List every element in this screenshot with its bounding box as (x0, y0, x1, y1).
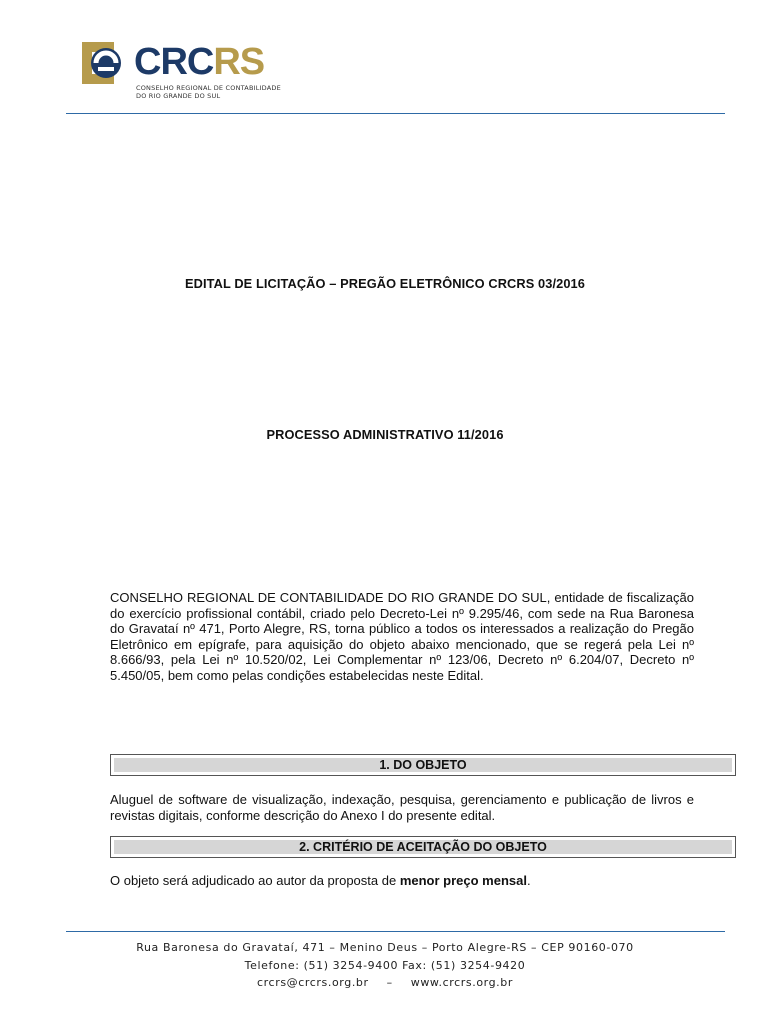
criterio-text-end: . (526, 873, 531, 888)
logo-subtitle-line-2: DO RIO GRANDE DO SUL (136, 92, 221, 100)
document-title: EDITAL DE LICITAÇÃO – PREGÃO ELETRÔNICO CRCRS 03/2016 (185, 276, 585, 291)
header-rule (66, 113, 725, 114)
section-heading-label: 2. CRITÉRIO DE ACEITAÇÃO DO OBJETO (299, 840, 547, 854)
footer-phones: Telefone: (51) 3254-9400 Fax: (51) 3254-9420 (244, 959, 526, 972)
criterio-text-bold: menor preço mensal (399, 873, 527, 888)
logo-subtitle (136, 84, 281, 100)
section-heading-objeto (110, 754, 736, 776)
intro-paragraph: CONSELHO REGIONAL DE CONTABILIDADE DO RIO GRANDE DO SUL, entidade de fiscalização do exercício profissional contábil, criado pelo Decreto-Lei nº 9.295/46, com sede na Rua Baronesa do Gravataí nº 471, Porto Alegre, RS, torna público a todos os interessados a realização do Pregão Eletrônico em epígrafe, para aquisição do objeto abaixo mencionado, que se regerá pela Lei nº 8.666/93, pela Lei nº 10.520/02, Lei Complementar nº 123/06, Decreto nº 6.204/07, Decreto nº 5.450/05, bem como pelas condições estabelecidas neste Edital. (110, 590, 694, 683)
footer-rule (66, 931, 725, 932)
logo-wordmark: CRCRS (134, 41, 265, 83)
section-objeto-text: Aluguel de software de visualização, indexação, pesquisa, gerenciamento e publicação de livros e revistas digitais, conforme descrição do Anexo I do presente edital. (110, 792, 694, 823)
footer-address: Rua Baronesa do Gravataí, 471 – Menino Deus – Porto Alegre-RS – CEP 90160-070 (136, 941, 634, 954)
footer-separator: – (386, 976, 393, 989)
document-subtitle: PROCESSO ADMINISTRATIVO 11/2016 (266, 427, 504, 442)
crc-emblem-icon (74, 38, 128, 88)
logo-subtitle-line-1: CONSELHO REGIONAL DE CONTABILIDADE (136, 84, 281, 92)
footer-contacts (0, 976, 770, 989)
footer-email-link[interactable]: crcrs@crcrs.org.br (257, 976, 369, 989)
crcrs-logo (74, 38, 304, 108)
section-heading-criterio (110, 836, 736, 858)
section-heading-label: 1. DO OBJETO (379, 758, 467, 772)
criterio-text-start: O objeto será adjudicado ao autor da proposta de (110, 873, 400, 888)
section-criterio-text (110, 873, 694, 889)
footer-website-link[interactable]: www.crcrs.org.br (410, 976, 513, 989)
